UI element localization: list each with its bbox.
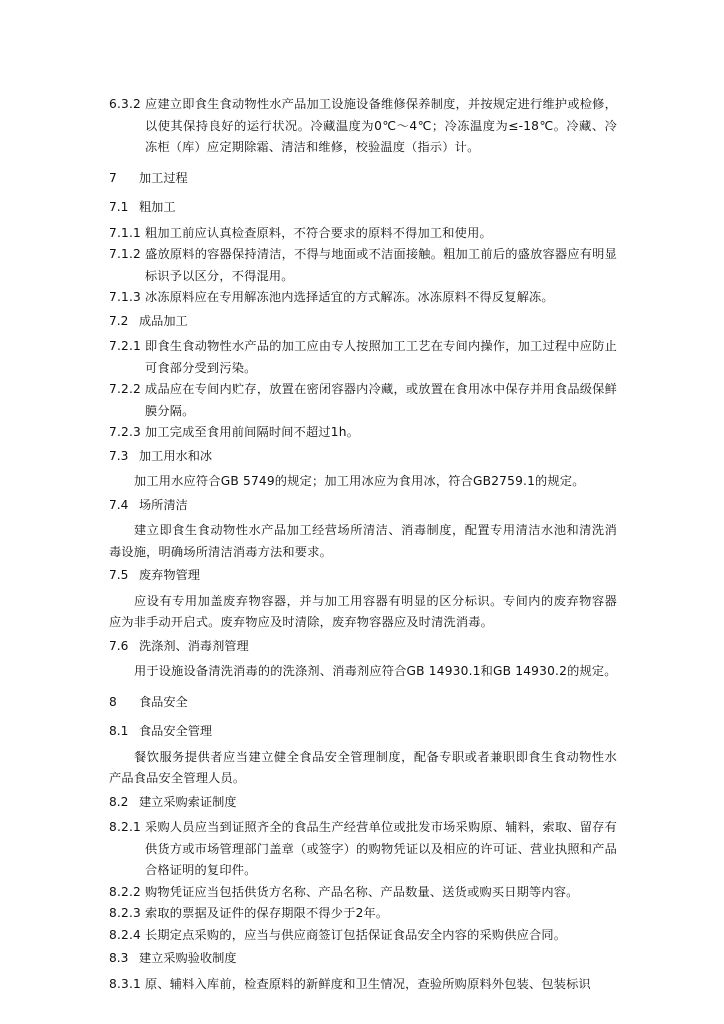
clause-text: 即食生食动物性水产品的加工应由专人按照加工工艺在专间内操作，加工过程中应防止可食部分受到污染。 xyxy=(145,339,617,375)
subsection-heading-8-2 xyxy=(109,792,617,814)
clause-text: 盛放原料的容器保持清洁，不得与地面或不洁面接触。粗加工前后的盛放容器应有明显标识予以区分，不得混用。 xyxy=(145,247,617,283)
heading-text: 食品安全 xyxy=(139,694,188,709)
clause-7-1-3 xyxy=(109,287,617,309)
clause-text: 长期定点采购的，应当与供应商签订包括保证食品安全内容的采购供应合同。 xyxy=(145,927,567,942)
heading-text: 加工过程 xyxy=(139,170,188,185)
subsection-heading-7-5 xyxy=(109,565,617,587)
clause-7-1-2 xyxy=(109,244,617,287)
clause-number: 7.2.3 xyxy=(109,425,142,439)
heading-number: 8.3 xyxy=(109,951,129,965)
heading-number: 8 xyxy=(109,694,117,709)
heading-text: 食品安全管理 xyxy=(139,724,213,738)
heading-text: 建立采购索证制度 xyxy=(139,794,237,809)
document-page xyxy=(109,94,617,995)
clause-number: 8.3.1 xyxy=(109,976,142,991)
clause-7-1-1 xyxy=(109,223,617,245)
heading-text: 场所清洁 xyxy=(139,497,188,512)
subsection-heading-7-1 xyxy=(109,197,617,219)
section-heading-8 xyxy=(109,692,617,714)
clause-text: 原、辅料入库前，检查原料的新鲜度和卫生情况，查验所购原料外包装、包装标识 xyxy=(145,976,591,991)
clause-6-3-2 xyxy=(109,94,617,159)
heading-number: 7.1 xyxy=(109,200,129,214)
heading-number: 7 xyxy=(109,170,117,185)
heading-number: 7.3 xyxy=(109,448,129,463)
heading-text: 成品加工 xyxy=(139,313,188,328)
clause-number: 7.1.2 xyxy=(109,247,142,261)
section-heading-7 xyxy=(109,168,617,190)
clause-7-2-2 xyxy=(109,379,617,422)
subsection-heading-7-3 xyxy=(109,446,617,468)
heading-text: 加工用水和冰 xyxy=(139,448,213,463)
body-paragraph: 用于设施设备清洗消毒的的洗涤剂、消毒剂应符合GB 14930.1和GB 14930.2的规定。 xyxy=(134,664,617,678)
body-paragraph: 餐饮服务提供者应当建立健全食品安全管理制度，配备专职或者兼职即食生食动物性水产品食品安全管理人员。 xyxy=(109,749,617,785)
clause-number: 8.2.4 xyxy=(109,927,142,942)
heading-number: 8.2 xyxy=(109,794,129,809)
subsection-heading-7-4 xyxy=(109,495,617,517)
clause-number: 8.2.1 xyxy=(109,820,142,834)
clause-number: 8.2.2 xyxy=(109,884,142,899)
subsection-heading-8-3 xyxy=(109,948,617,970)
subsection-heading-8-1 xyxy=(109,721,617,743)
body-paragraph: 应设有专用加盖废弃物容器，并与加工用容器有明显的区分标识。专间内的废弃物容器应为非手动开启式。废弃物应及时清除，废弃物容器应及时清洗消毒。 xyxy=(109,593,617,629)
clause-number: 8.2.3 xyxy=(109,906,142,920)
clause-text: 索取的票据及证件的保存期限不得少于2年。 xyxy=(145,906,389,920)
heading-text: 建立采购验收制度 xyxy=(139,951,237,965)
clause-text: 成品应在专间内贮存，放置在密闭容器内冷藏，或放置在食用冰中保存并用食品级保鲜膜分隔。 xyxy=(145,382,617,418)
clause-8-2-1 xyxy=(109,817,617,882)
heading-number: 7.4 xyxy=(109,497,129,512)
heading-text: 洗涤剂、消毒剂管理 xyxy=(139,638,249,653)
clause-8-3-1 xyxy=(109,974,617,996)
clause-number: 6.3.2 xyxy=(109,97,142,111)
clause-7-2-3 xyxy=(109,422,617,444)
body-paragraph: 建立即食生食动物性水产品加工经营场所清洁、消毒制度，配置专用清洁水池和清洗消毒设施，明确场所清洁消毒方法和要求。 xyxy=(109,523,617,559)
body-paragraph: 加工用水应符合GB 5749的规定；加工用冰应为食用冰，符合GB2759.1的规定。 xyxy=(134,474,585,488)
heading-number: 7.5 xyxy=(109,568,129,582)
clause-text: 应建立即食生食动物性水产品加工设施设备维修保养制度，并按规定进行维护或检修，以使其保持良好的运行状况。冷藏温度为0℃～4℃；冷冻温度为≤-18℃。冷藏、冷冻柜（库）应定期除霜、清洁和维修，校验温度（指示）计。 xyxy=(145,97,617,154)
clause-8-2-4 xyxy=(109,925,617,947)
clause-text: 加工完成至食用前间隔时间不超过1h。 xyxy=(145,425,360,439)
clause-7-2-1 xyxy=(109,336,617,379)
heading-number: 7.6 xyxy=(109,638,129,653)
clause-number: 7.1.3 xyxy=(109,290,142,304)
clause-text: 采购人员应当到证照齐全的食品生产经营单位或批发市场采购原、辅料，索取、留存有供货方或市场管理部门盖章（或签字）的购物凭证以及相应的许可证、营业执照和产品合格证明的复印件。 xyxy=(145,820,617,877)
clause-text: 粗加工前应认真检查原料，不符合要求的原料不得加工和使用。 xyxy=(145,225,492,240)
heading-text: 粗加工 xyxy=(139,200,176,214)
clause-8-2-3 xyxy=(109,903,617,925)
heading-number: 8.1 xyxy=(109,724,129,738)
clause-text: 冰冻原料应在专用解冻池内选择适宜的方式解冻。冰冻原料不得反复解冻。 xyxy=(145,290,554,304)
subsection-heading-7-6 xyxy=(109,636,617,658)
subsection-heading-7-2 xyxy=(109,311,617,333)
clause-number: 7.2.1 xyxy=(109,339,142,353)
clause-8-2-2 xyxy=(109,882,617,904)
heading-number: 7.2 xyxy=(109,313,129,328)
clause-number: 7.2.2 xyxy=(109,382,142,396)
heading-text: 废弃物管理 xyxy=(139,568,200,582)
clause-text: 购物凭证应当包括供货方名称、产品名称、产品数量、送货或购买日期等内容。 xyxy=(145,884,579,899)
clause-number: 7.1.1 xyxy=(109,225,142,240)
